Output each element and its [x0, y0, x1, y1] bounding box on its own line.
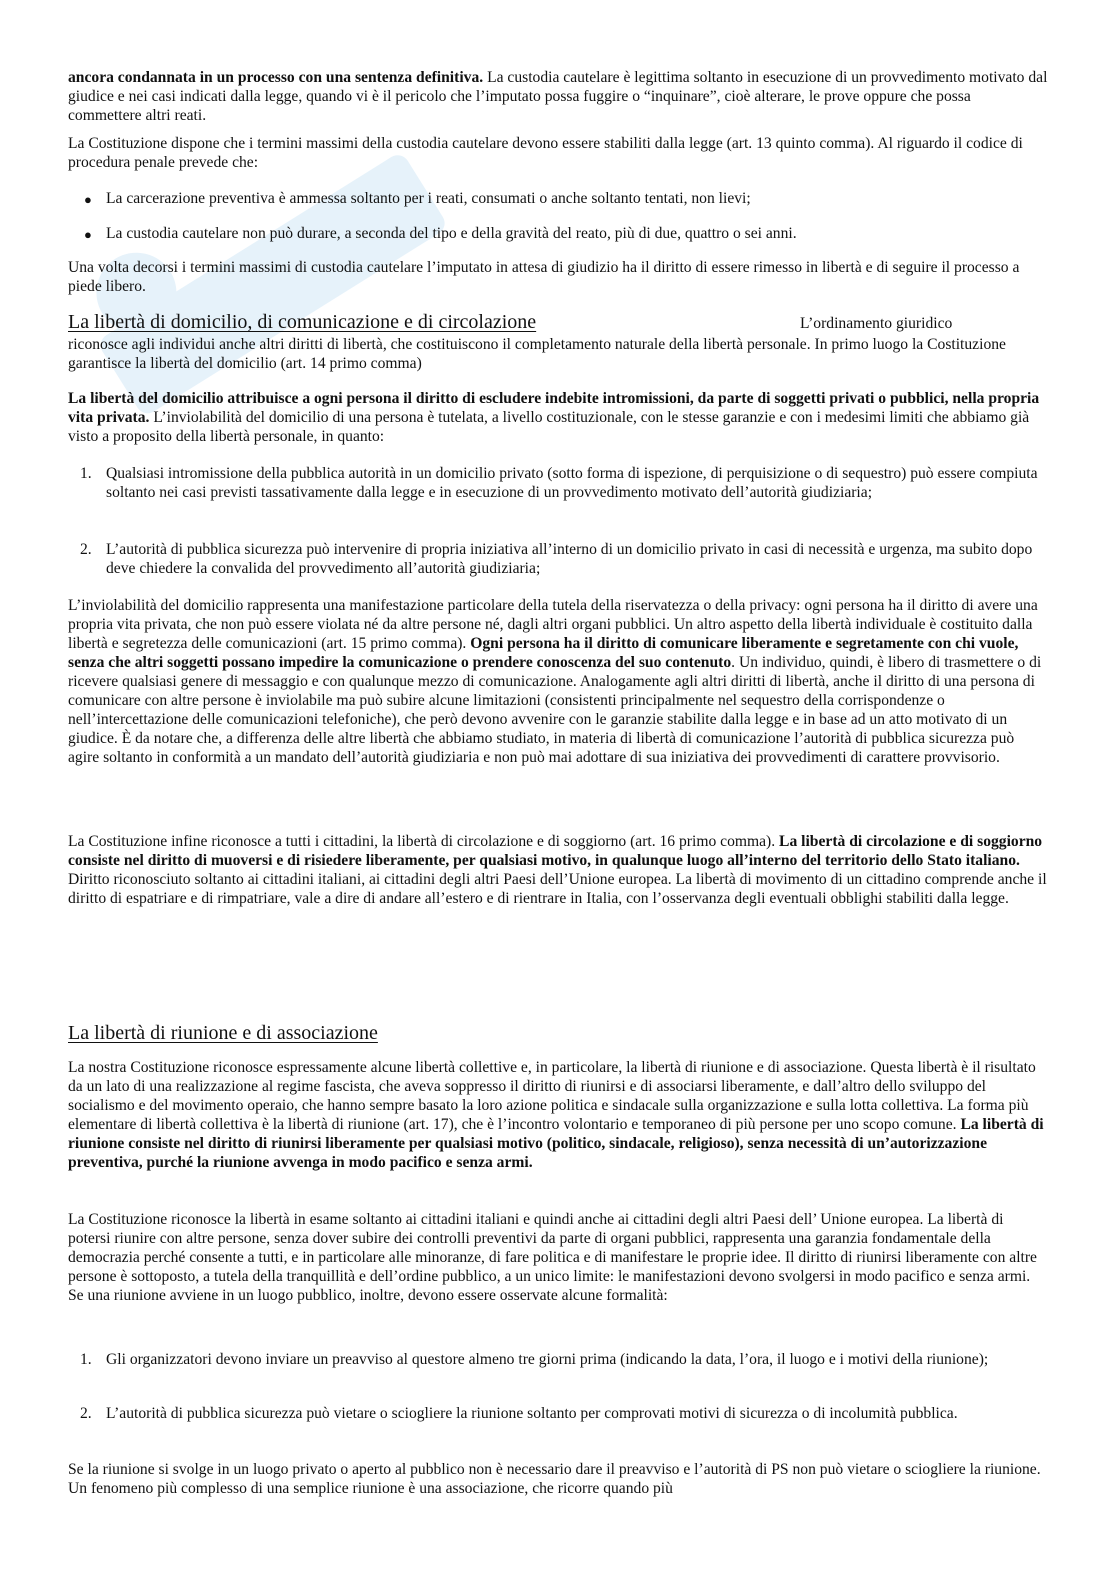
- bullet-icon: ●: [84, 227, 92, 242]
- bullet-item: La custodia cautelare non può durare, a seconda del tipo e della gravità del reato, più di due, quattro o sei anni.: [106, 225, 797, 242]
- paragraph-costituzione: La Costituzione riconosce la libertà in esame soltanto ai cittadini italiani e quindi anche ai cittadini degli altri Paesi dell’ Unione europea. La libertà di potersi riunire con altre persone, senza dover subire dei controlli preventivi da parte di organi pubblici, rappresenta una garanzia fondamentale della democrazia perché consente a tutti, e in particolare alle minoranze, di fare politica e di manifestare le proprie idee. Il diritto di riunirsi liberamente con altre persone è sottoposto, a tutela della tranquillità e dell’ordine pubblico, a un unico limite: le manifestazioni devono svolgersi in modo pacifico e senza armi. Se una riunione avviene in un luogo pubblico, inoltre, devono essere osservate alcune formalità:: [68, 1211, 1037, 1304]
- paragraph-closing: Se la riunione si svolge in un luogo privato o aperto al pubblico non è necessario dare il preavviso e l’autorità di PS non può vietare o sciogliere la riunione. Un fenomeno più complesso di una semplice riunione è una associazione, che ricorre quando più: [68, 1461, 1041, 1497]
- paragraph-termini: La Costituzione dispone che i termini massimi della custodia cautelare devono essere stabiliti dalla legge (art. 13 quinto comma). Al riguardo il codice di procedura penale prevede che:: [68, 135, 1023, 171]
- paragraph-text: . Un individuo, quindi, è libero di trasmettere o di ricevere qualsiasi genere di messaggio e con qualunque mezzo di comunicazione. Analogamente agli altri diritti di libertà, anche il diritto di una persona di comunicare con altre persone è inviolabile ma può subire alcune limitazioni (consistenti principalmente nel sequestro della corrispondenze o nell’intercettazione delle comunicazioni telefoniche), che però devono avvenire con le garanzie stabilite dalla legge e in base ad un atto motivato di un giudice. È da notare che, a differenza delle altre libertà che abbiamo studiato, in materia di libertà di comunicazione l’autorità di pubblica sicurezza può agire soltanto in conformità a un mandato dell’autorità giudiziaria e non può mai adottare di sua iniziativa dei provvedimenti di carattere provvisorio.: [68, 654, 1042, 766]
- list-item: L’autorità di pubblica sicurezza può intervenire di propria iniziativa all’interno di un domicilio privato in casi di necessità e urgenza, ma subito dopo deve chiedere la convalida del provvedimento all’autorità giudiziaria;: [106, 541, 1033, 577]
- list-marker: 2.: [80, 1405, 92, 1422]
- bullet-icon: ●: [84, 192, 92, 207]
- bold-sentence: La libertà del domicilio attribuisce a ogni persona il diritto di escludere indebite intromissioni, da parte di soggetti privati o pubblici, nella propria vita privata.: [68, 390, 1040, 426]
- paragraph-custodia: [68, 68, 1048, 125]
- list-item: Qualsiasi intromissione della pubblica autorità in un domicilio privato (sotto forma di ispezione, di perquisizione o di sequestro) può essere compiuta soltanto nei casi previsti tassativamente dalla legge e in esecuzione di un provvedimento motivato dell’autorità giudiziaria;: [106, 465, 1038, 501]
- paragraph-text: La Costituzione infine riconosce a tutti i cittadini, la libertà di circolazione e di soggiorno (art. 16 primo comma).: [68, 833, 780, 850]
- paragraph-text: L’inviolabilità del domicilio rappresenta una manifestazione particolare della tutela della riservatezza o della privacy: ogni persona ha il diritto di avere una propria vita privata, che non può essere violata né da altre persone né, dagli altri organi pubblici. Un altro aspetto della libertà individuale è costituito dalla libertà e segretezza delle comunicazioni (art. 15 primo comma).: [68, 597, 1038, 652]
- list-item: L’autorità di pubblica sicurezza può vietare o sciogliere la riunione soltanto per comprovati motivi di sicurezza o di incolumità pubblica.: [106, 1405, 958, 1422]
- list-item: Gli organizzatori devono inviare un preavviso al questore almeno tre giorni prima (indicando la data, l’ora, il luogo e i motivi della riunione);: [106, 1351, 989, 1368]
- list-marker: 1.: [80, 465, 92, 482]
- paragraph-intro-domicilio: riconosce agli individui anche altri diritti di libertà, che costituiscono il completamento naturale della libertà personale. In primo luogo la Costituzione garantisce la libertà del domicilio (art. 14 primo comma): [68, 336, 1006, 372]
- paragraph-text: Diritto riconosciuto soltanto ai cittadini italiani, ai cittadini degli altri Paesi dell’Unione europea. La libertà di movimento di un cittadino comprende anche il diritto di espatriare e di rimpatriare, vale a dire di andare all’estero e di rientrare in Italia, con l’osservanza degli eventuali obblighi stabiliti dalla legge.: [68, 871, 1047, 907]
- paragraph-text: La nostra Costituzione riconosce espressamente alcune libertà collettive e, in particolare, la libertà di riunione e di associazione. Questa libertà è il risultato da un lato di una realizzazione al regime fascista, che aveva soppresso il diritto di riunirsi e di associarsi liberamente, e dall’altro dello sviluppo del socialismo e del movimento operaio, che hanno sempre basato la loro azione politica e sindacale sulla organizzazione e sulla lotta collettiva. La forma più elementare di libertà collettiva è la libertà di riunione (art. 17), che è l’incontro volontario e temporaneo di più persone per uno scopo comune.: [68, 1059, 1036, 1133]
- paragraph-text: La custodia cautelare è legittima soltanto in esecuzione di un provvedimento motivato dal giudice e nei casi indicati dalla legge, quando vi è il pericolo che l’imputato possa fuggire o “inquinare”, cioè alterare, le prove oppure che possa commettere altri reati.: [68, 69, 1048, 124]
- bullet-item: La carcerazione preventiva è ammessa soltanto per i reati, consumati o anche soltanto tentati, non lievi;: [106, 190, 751, 207]
- bold-sentence: ancora condannata in un processo con una sentenza definitiva.: [68, 69, 484, 86]
- paragraph-circolazione: [68, 832, 1048, 908]
- list-marker: 2.: [80, 541, 92, 558]
- bold-sentence: La libertà di riunione consiste nel diritto di riunirsi liberamente per qualsiasi motivo (politico, sindacale, religioso), senza necessità di un’autorizzazione preventiva, purché la riunione avvenga in modo pacifico e senza armi.: [68, 1116, 1044, 1171]
- list-marker: 1.: [80, 1351, 92, 1368]
- section-heading-riunione: La libertà di riunione e di associazione: [68, 1022, 378, 1044]
- paragraph-privacy: [68, 596, 1048, 767]
- bold-sentence: Ogni persona ha il diritto di comunicare liberamente e segretamente con chi vuole, senza che altri soggetti possano impedire la comunicazione o prendere conoscenza del suo contenuto: [68, 635, 1019, 671]
- paragraph-domicilio: [68, 389, 1048, 446]
- paragraph-text: L’inviolabilità del domicilio di una persona è tutelata, a livello costituzionale, con le stesse garanzie e con i medesimi limiti che abbiamo già visto a proposito della libertà personale, in quanto:: [68, 409, 1030, 445]
- section-heading-domicilio: La libertà di domicilio, di comunicazione e di circolazione: [68, 311, 537, 333]
- paragraph-intro-riunione: [68, 1058, 1048, 1172]
- bold-sentence: La libertà di circolazione e di soggiorno consiste nel diritto di muoversi e di risiedere liberamente, per qualsiasi motivo, in qualunque luogo all’interno del territorio dello Stato italiano.: [68, 833, 1043, 869]
- paragraph-decorsi: Una volta decorsi i termini massimi di custodia cautelare l’imputato in attesa di giudizio ha il diritto di essere rimesso in libertà e di seguire il processo a piede libero.: [68, 259, 1020, 295]
- heading-side-text: L’ordinamento giuridico: [800, 315, 953, 332]
